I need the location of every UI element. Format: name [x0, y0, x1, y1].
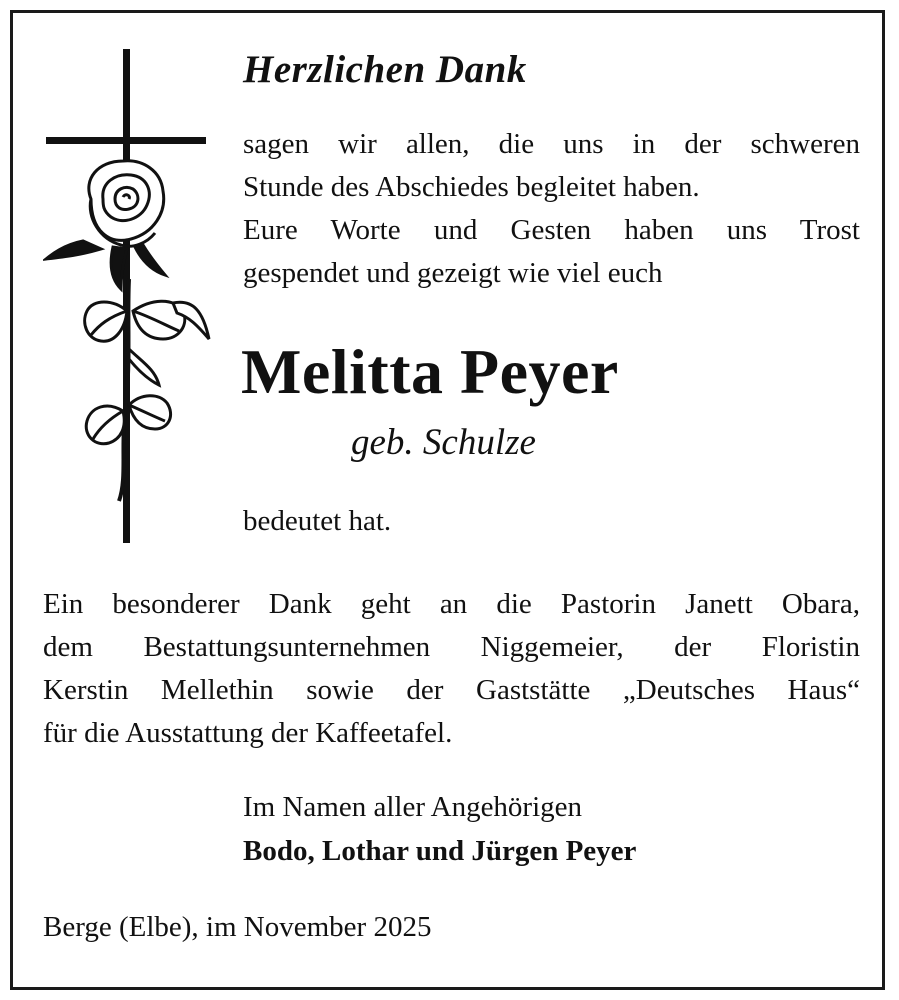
- on-behalf-line: Im Namen aller Angehörigen: [243, 791, 583, 823]
- intro-line: Eure Worte und Gesten haben uns Trost: [243, 214, 860, 246]
- deceased-name: Melitta Peyer: [241, 336, 619, 407]
- intro-line: sagen wir allen, die uns in der schweren: [243, 128, 860, 160]
- meant-line: bedeutet hat.: [243, 505, 392, 537]
- intro-line: gespendet und gezeigt wie viel euch: [243, 257, 663, 289]
- maiden-name: geb. Schulze: [351, 422, 536, 463]
- thanks-line: dem Bestattungsunternehmen Niggemeier, der Floristin: [43, 631, 860, 663]
- place-and-date: Berge (Elbe), im November 2025: [43, 911, 432, 943]
- obituary-thank-you-notice: [10, 10, 885, 990]
- intro-text: [243, 123, 860, 295]
- intro-line: Stunde des Abschiedes begleitet haben.: [243, 171, 700, 203]
- special-thanks-text: [43, 583, 860, 755]
- thanks-line: für die Ausstattung der Kaffeetafel.: [43, 717, 453, 749]
- thanks-line: Kerstin Mellethin sowie der Gaststätte „Deutsches Haus“: [43, 674, 860, 706]
- family-signature: Bodo, Lothar und Jürgen Peyer: [243, 835, 637, 867]
- heading: Herzlichen Dank: [243, 48, 527, 91]
- thanks-line: Ein besonderer Dank geht an die Pastorin Janett Obara,: [43, 588, 860, 620]
- cross-with-rose-icon: [43, 49, 213, 543]
